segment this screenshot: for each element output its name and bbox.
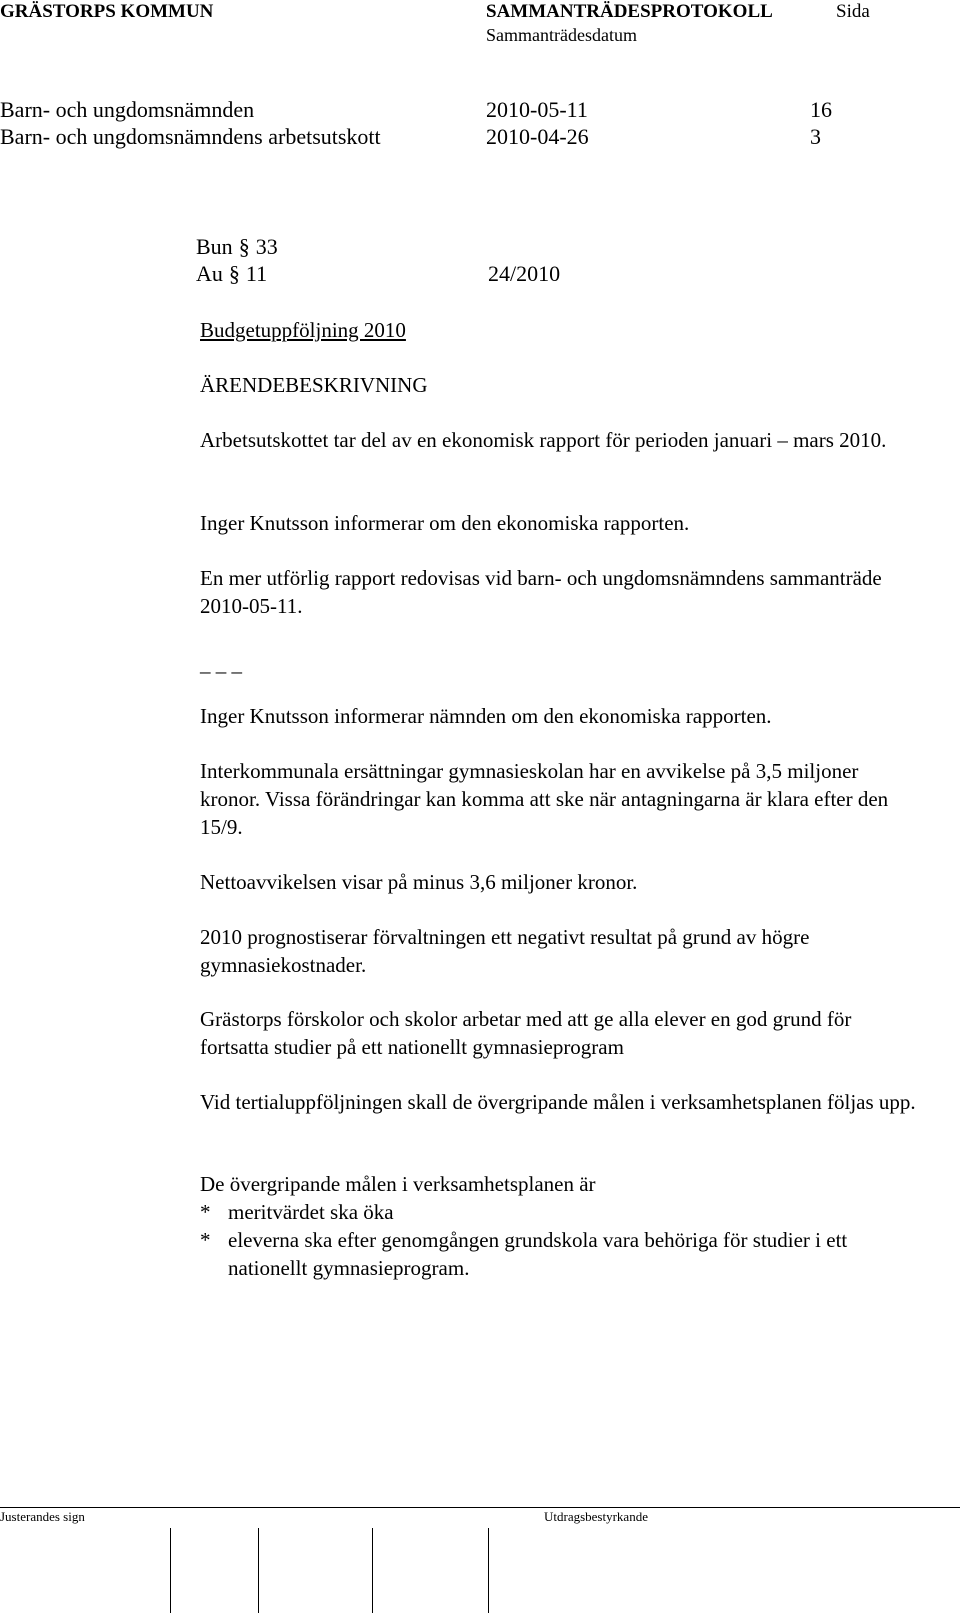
signature-divider bbox=[372, 1528, 373, 1613]
goals-list bbox=[200, 1198, 920, 1282]
meeting-date-2: 2010-04-26 bbox=[486, 124, 589, 149]
case-title-text: Budgetuppföljning 2010 bbox=[200, 318, 406, 342]
meeting-page-1: 16 bbox=[810, 97, 832, 122]
bun-paragraph bbox=[196, 234, 278, 260]
section-heading: ÄRENDEBESKRIVNING bbox=[200, 373, 428, 397]
municipality-name: GRÄSTORPS KOMMUN bbox=[0, 1, 214, 22]
separator: _ _ _ bbox=[200, 652, 242, 676]
diary-number: 24/2010 bbox=[488, 261, 561, 286]
paragraph-3: En mer utförlig rapport redovisas vid barn- och ungdomsnämndens sammanträde 2010-05-11. bbox=[200, 566, 882, 618]
signature-divider bbox=[170, 1528, 171, 1613]
paragraph-1: Arbetsutskottet tar del av en ekonomisk rapport för perioden januari – mars 2010. bbox=[200, 428, 887, 452]
page-label: Sida bbox=[836, 1, 870, 22]
meeting-body-1: Barn- och ungdomsnämnden bbox=[0, 97, 255, 122]
au-label: Au bbox=[196, 261, 223, 286]
paragraph-2: Inger Knutsson informerar om den ekonomiska rapporten. bbox=[200, 511, 690, 535]
bun-number: 33 bbox=[255, 234, 278, 259]
paragraph-4: Inger Knutsson informerar nämnden om den ekonomiska rapporten. bbox=[200, 704, 772, 728]
utdrag-label: Utdragsbestyrkande bbox=[544, 1509, 648, 1524]
bullet: * bbox=[200, 1200, 211, 1224]
signature-divider bbox=[258, 1528, 259, 1613]
bullet: * bbox=[200, 1228, 211, 1252]
document-type: SAMMANTRÄDESPROTOKOLL bbox=[486, 1, 773, 22]
meeting-body-2: Barn- och ungdomsnämndens arbetsutskott bbox=[0, 124, 381, 149]
bun-label: Bun bbox=[196, 234, 233, 259]
paragraph-7: 2010 prognostiserar förvaltningen ett negativt resultat på grund av högre gymnasiekostnader. bbox=[200, 925, 810, 977]
footer-rule bbox=[0, 1507, 960, 1508]
list-item-text: eleverna ska efter genomgången grundskola vara behöriga för studier i ett nationellt gymnasieprogram. bbox=[228, 1228, 848, 1280]
list-item-text: meritvärdet ska öka bbox=[228, 1200, 394, 1224]
list-item bbox=[200, 1226, 920, 1282]
paragraph-10: De övergripande målen i verksamhetsplanen är bbox=[200, 1172, 596, 1196]
case-title bbox=[200, 316, 920, 344]
section-sign: § bbox=[238, 234, 250, 259]
meeting-date-1: 2010-05-11 bbox=[486, 97, 588, 122]
signature-divider bbox=[488, 1528, 489, 1613]
paragraph-9: Vid tertialuppföljningen skall de övergripande målen i verksamhetsplanen följas upp. bbox=[200, 1090, 916, 1114]
au-number: 11 bbox=[245, 261, 268, 286]
list-item bbox=[200, 1198, 920, 1226]
paragraph-8: Grästorps förskolor och skolor arbetar med att ge alla elever en god grund för fortsatta studier på ett nationellt gymnasieprogram bbox=[200, 1007, 852, 1059]
section-sign: § bbox=[228, 261, 240, 286]
meeting-date-label: Sammanträdesdatum bbox=[486, 25, 637, 45]
meeting-page-2: 3 bbox=[810, 124, 821, 149]
paragraph-5: Interkommunala ersättningar gymnasieskolan har en avvikelse på 3,5 miljoner kronor. Vissa förändringar kan komma att ske när antagningarna är klara efter den 15/9. bbox=[200, 759, 889, 839]
justering-label: Justerandes sign bbox=[0, 1509, 85, 1524]
au-paragraph bbox=[196, 261, 267, 287]
paragraph-6: Nettoavvikelsen visar på minus 3,6 miljoner kronor. bbox=[200, 870, 638, 894]
